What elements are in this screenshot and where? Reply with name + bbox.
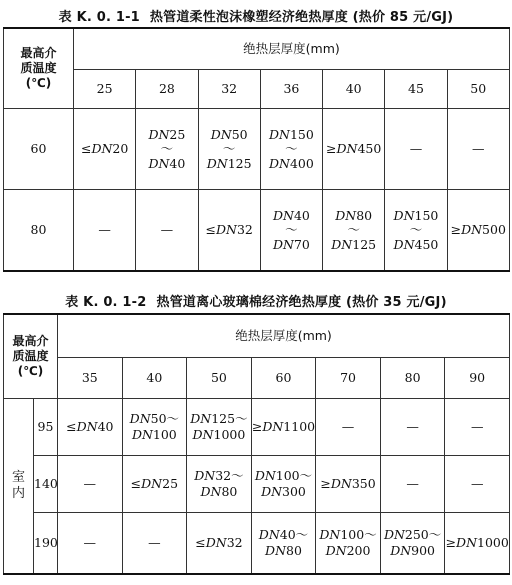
- pipe-size-cell: [122, 399, 187, 456]
- table1-row-80: [4, 190, 510, 272]
- pipe-size-line: ～: [222, 141, 236, 157]
- pipe-size-line: ≤DN25: [130, 476, 179, 492]
- pipe-size-cell: [385, 109, 447, 190]
- pipe-size-line: DN70: [272, 236, 310, 252]
- table2-thickness-row: [4, 358, 510, 399]
- temperature-cell: 95: [34, 399, 58, 456]
- pipe-size-cell: [447, 190, 509, 272]
- pipe-size-line: —: [148, 535, 161, 551]
- table1-thickness-row: [4, 70, 510, 109]
- pipe-size-line: DN40: [148, 155, 186, 171]
- pipe-size-line: DN100～: [319, 527, 377, 543]
- thickness-header-cell: 40: [323, 70, 385, 109]
- pipe-size-cell: [445, 513, 510, 575]
- table2-caption-number: 表 K. 0. 1-2: [65, 295, 147, 310]
- pipe-size-cell: [74, 190, 136, 272]
- pipe-size-line: DN125: [206, 155, 252, 171]
- pipe-size-line: ≥DN450: [326, 141, 382, 157]
- pipe-size-line: DN150: [393, 207, 439, 223]
- pipe-size-line: ≥DN1100: [251, 419, 316, 435]
- pipe-size-cell: [260, 109, 322, 190]
- pipe-size-cell: [58, 513, 123, 575]
- pipe-size-cell: [122, 456, 187, 513]
- pipe-size-line: DN250～: [383, 527, 442, 543]
- pipe-size-line: —: [98, 222, 111, 238]
- thickness-header-cell: 36: [260, 70, 322, 109]
- table1-caption-title: 热管道柔性泡沫橡塑经济绝热厚度 (热价 85 元/GJ): [149, 10, 454, 25]
- pipe-size-line: ≤DN40: [66, 419, 114, 435]
- pipe-size-cell: [380, 456, 445, 513]
- pipe-size-line: DN25: [148, 126, 186, 142]
- pipe-size-line: ～: [285, 222, 298, 238]
- pipe-size-cell: [187, 456, 252, 513]
- pipe-size-line: DN450: [393, 236, 439, 252]
- table1-header-row: [4, 28, 510, 70]
- pipe-size-line: DN150: [269, 126, 314, 142]
- pipe-size-line: ≥DN500: [450, 222, 506, 238]
- table2-caption: [0, 291, 512, 310]
- table2: [3, 313, 510, 575]
- pipe-size-line: DN1000: [192, 427, 246, 442]
- table1: [3, 27, 510, 272]
- temperature-cell: 190: [34, 513, 58, 575]
- pipe-size-cell: [187, 513, 252, 575]
- pipe-size-cell: [58, 456, 123, 513]
- pipe-size-cell: [447, 109, 509, 190]
- pipe-size-line: DN40～: [258, 527, 309, 543]
- table2-row-190: [4, 513, 510, 575]
- pipe-size-line: DN125: [331, 236, 377, 252]
- thickness-header-cell: 32: [198, 70, 260, 109]
- pipe-size-line: —: [470, 476, 484, 492]
- thickness-header-cell: 28: [136, 70, 198, 109]
- pipe-size-line: DN100: [131, 427, 177, 442]
- pipe-size-line: DN300: [261, 484, 306, 499]
- pipe-size-line: —: [409, 141, 423, 157]
- pipe-size-cell: [380, 513, 445, 575]
- thickness-header-cell: 60: [251, 358, 316, 399]
- pipe-size-line: —: [341, 419, 355, 435]
- pipe-size-line: DN900: [390, 543, 436, 558]
- pipe-size-line: ～: [160, 141, 174, 157]
- pipe-size-line: ～: [347, 222, 360, 238]
- pipe-size-line: —: [406, 419, 419, 435]
- table2-caption-title: 热管道离心玻璃棉经济绝热厚度 (热价 35 元/GJ): [156, 295, 447, 310]
- pipe-size-cell: [187, 399, 252, 456]
- thickness-header-cell: 80: [380, 358, 445, 399]
- pipe-size-cell: [198, 190, 260, 272]
- temperature-cell: 60: [4, 109, 74, 190]
- pipe-size-cell: [251, 513, 316, 575]
- pipe-size-line: DN125～: [190, 411, 248, 427]
- temperature-cell: 80: [4, 190, 74, 272]
- pipe-size-line: —: [83, 535, 97, 551]
- pipe-size-line: —: [160, 222, 174, 238]
- pipe-size-cell: [58, 399, 123, 456]
- pipe-size-cell: [323, 109, 385, 190]
- thickness-header-cell: 90: [445, 358, 510, 399]
- pipe-size-line: ≥DN350: [320, 476, 376, 492]
- pipe-size-cell: [251, 399, 316, 456]
- pipe-size-line: DN80: [265, 543, 302, 558]
- pipe-size-line: DN400: [269, 155, 314, 171]
- thickness-header-cell: 50: [447, 70, 509, 109]
- table2-row-140: [4, 456, 510, 513]
- pipe-size-cell: [316, 513, 381, 575]
- pipe-size-cell: [445, 456, 510, 513]
- pipe-size-line: —: [83, 476, 97, 492]
- pipe-size-cell: [316, 456, 381, 513]
- pipe-size-line: ～: [409, 222, 423, 238]
- table1-row-60: [4, 109, 510, 190]
- temperature-cell: 140: [34, 456, 58, 513]
- pipe-size-line: DN80: [335, 207, 373, 223]
- pipe-size-cell: [445, 399, 510, 456]
- thickness-header-cell: 40: [122, 358, 187, 399]
- table1-caption: [0, 6, 512, 25]
- pipe-size-cell: [251, 456, 316, 513]
- table2-corner-header: 最高介 质温度 (℃): [4, 314, 58, 399]
- pipe-size-line: ≤DN32: [205, 222, 253, 238]
- pipe-size-line: DN50: [210, 126, 248, 142]
- pipe-size-line: ≤DN32: [195, 535, 243, 551]
- table1-corner-header: 最高介 质温度 (℃): [4, 28, 74, 109]
- pipe-size-line: DN80: [200, 484, 238, 499]
- thickness-header-cell: 35: [58, 358, 123, 399]
- thickness-header-cell: 50: [187, 358, 252, 399]
- pipe-size-line: —: [470, 419, 484, 435]
- pipe-size-line: DN40: [272, 207, 310, 223]
- pipe-size-line: DN200: [325, 543, 371, 558]
- pipe-size-line: ≤DN20: [80, 141, 129, 157]
- pipe-size-cell: [380, 399, 445, 456]
- pipe-size-line: DN100～: [254, 468, 313, 484]
- thickness-header-cell: 70: [316, 358, 381, 399]
- pipe-size-cell: [74, 109, 136, 190]
- thickness-header-cell: 45: [385, 70, 447, 109]
- thickness-header-cell: 25: [74, 70, 136, 109]
- pipe-size-cell: [260, 190, 322, 272]
- pipe-size-cell: [316, 399, 381, 456]
- pipe-size-line: DN50～: [129, 411, 180, 427]
- table2-row-95: [4, 399, 510, 456]
- table1-thickness-header: 绝热层厚度(mm): [74, 28, 510, 70]
- pipe-size-cell: [198, 109, 260, 190]
- pipe-size-line: ～: [285, 141, 298, 157]
- table2-group-indoor: 室 内: [4, 399, 34, 575]
- pipe-size-line: ≥DN1000: [445, 535, 509, 551]
- pipe-size-cell: [385, 190, 447, 272]
- table2-thickness-header: 绝热层厚度(mm): [58, 314, 510, 358]
- pipe-size-cell: [136, 190, 198, 272]
- table2-header-row: [4, 314, 510, 358]
- pipe-size-cell: [136, 109, 198, 190]
- pipe-size-line: —: [472, 141, 485, 157]
- pipe-size-cell: [323, 190, 385, 272]
- pipe-size-cell: [122, 513, 187, 575]
- table1-caption-number: 表 K. 0. 1-1: [58, 10, 140, 25]
- pipe-size-line: DN32～: [194, 468, 244, 484]
- pipe-size-line: —: [406, 476, 419, 492]
